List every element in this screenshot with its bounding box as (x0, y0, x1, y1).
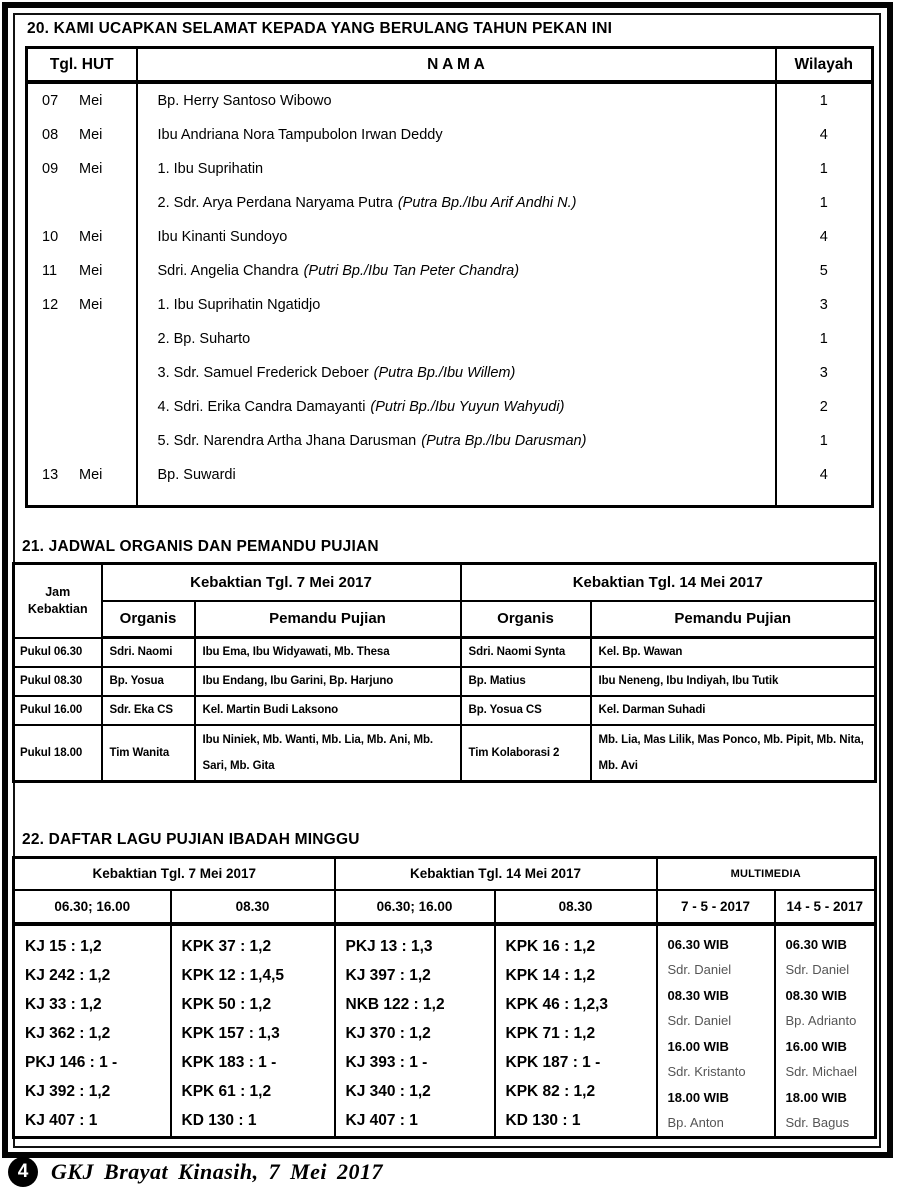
birthday-parent-note: (Putra Bp./Ibu Willem) (373, 365, 516, 381)
song-entry: KJ 340 : 1,2 (345, 1082, 431, 1100)
birthday-region-cell: 4 (776, 118, 873, 152)
song-entry: KJ 397 : 1,2 (345, 966, 431, 984)
section21-title: 21. JADWAL ORGANIS DAN PEMANDU PUJIAN (22, 538, 379, 555)
birthday-date-cell (27, 118, 137, 152)
page-footer (8, 1157, 383, 1187)
schedule-table-body (14, 638, 876, 782)
birthday-date-cell (27, 322, 137, 356)
birthday-date-cell (27, 356, 137, 390)
service-time-cell: Pukul 08.30 (14, 667, 102, 696)
song-entry: KJ 393 : 1 - (345, 1053, 428, 1071)
birthday-parent-note: (Putri Bp./Ibu Yuyun Wahyudi) (370, 399, 565, 415)
table-row (14, 696, 876, 725)
multimedia-operator: Sdr. Daniel (667, 962, 732, 977)
organis-7mei-cell: Tim Wanita (102, 725, 195, 782)
birthday-table-body (27, 82, 873, 492)
birthday-day: 12 (42, 297, 59, 313)
birthday-name: Bp. Herry Santoso Wibowo (157, 93, 332, 109)
song-entry: PKJ 146 : 1 - (25, 1053, 118, 1071)
song-entry: KPK 14 : 1,2 (505, 966, 596, 984)
multimedia-operator: Bp. Adrianto (785, 1013, 857, 1028)
birthday-table (25, 46, 874, 508)
organis-14mei-cell: Sdri. Naomi Synta (461, 638, 591, 667)
song-entry: KPK 46 : 1,2,3 (505, 995, 609, 1013)
song-entry: KPK 183 : 1 - (181, 1053, 277, 1071)
table-row (27, 118, 873, 152)
birthday-name: 4. Sdri. Erika Candra Damayanti (157, 399, 366, 415)
song-entry: KPK 12 : 1,4,5 (181, 966, 285, 984)
birthday-date-cell (27, 424, 137, 458)
song-entry: KPK 157 : 1,3 (181, 1024, 280, 1042)
col-header-service-7mei: Kebaktian Tgl. 7 Mei 2017 (102, 564, 461, 601)
birthday-region-cell: 1 (776, 82, 873, 118)
birthday-region-cell: 1 (776, 152, 873, 186)
song-entry: KPK 82 : 1,2 (505, 1082, 596, 1100)
birthday-name-cell (137, 288, 776, 322)
birthday-name-cell (137, 322, 776, 356)
table-row (27, 356, 873, 390)
birthday-region-cell: 1 (776, 322, 873, 356)
birthday-region-cell: 3 (776, 356, 873, 390)
col-header-0830-b: 08.30 (495, 890, 657, 924)
birthday-name: Bp. Suwardi (157, 467, 236, 483)
birthday-region-cell: 1 (776, 424, 873, 458)
col-header-0630-1600-b: 06.30; 16.00 (335, 890, 495, 924)
birthday-name-cell (137, 424, 776, 458)
col-header-tgl-hut: Tgl. HUT (27, 48, 137, 83)
birthday-region-cell: 5 (776, 254, 873, 288)
table-row (27, 288, 873, 322)
pemandu-7mei-cell: Ibu Ema, Ibu Widyawati, Mb. Thesa (195, 638, 461, 667)
song-entry: KD 130 : 1 (505, 1111, 581, 1129)
birthday-day: 08 (42, 127, 59, 143)
birthday-name-cell (137, 458, 776, 492)
table-spacer-row (27, 492, 873, 507)
song-entry: NKB 122 : 1,2 (345, 995, 445, 1013)
birthday-region-cell: 1 (776, 186, 873, 220)
song-list-14mei-0830 (495, 924, 657, 1138)
col-header-date-14-5: 14 - 5 - 2017 (775, 890, 876, 924)
footer-church-name: GKJ Brayat Kinasih, 7 Mei 2017 (51, 1159, 384, 1184)
table-row (27, 254, 873, 288)
organis-7mei-cell: Sdr. Eka CS (102, 696, 195, 725)
birthday-day: 10 (42, 229, 59, 245)
pemandu-14mei-cell: Kel. Darman Suhadi (591, 696, 876, 725)
birthday-name: 1. Ibu Suprihatin (157, 161, 264, 177)
birthday-name-cell (137, 254, 776, 288)
table-row (27, 82, 873, 118)
multimedia-time: 06.30 WIB (785, 936, 847, 952)
pemandu-14mei-cell: Ibu Neneng, Ibu Indiyah, Ibu Tutik (591, 667, 876, 696)
birthday-name: Sdri. Angelia Chandra (157, 263, 299, 279)
song-list-7mei-0830 (171, 924, 335, 1138)
birthday-name: 3. Sdr. Samuel Frederick Deboer (157, 365, 369, 381)
birthday-month: Mei (79, 93, 103, 109)
hymn-body-row (14, 924, 876, 1138)
col-header-wilayah: Wilayah (776, 48, 873, 83)
song-entry: KJ 242 : 1,2 (25, 966, 111, 984)
birthday-month: Mei (79, 127, 103, 143)
multimedia-operator: Sdr. Michael (785, 1064, 858, 1079)
schedule-header-row-1 (14, 564, 876, 601)
birthday-date-cell (27, 254, 137, 288)
table-row (27, 322, 873, 356)
col-header-organis-2: Organis (461, 601, 591, 638)
birthday-name-cell (137, 118, 776, 152)
birthday-date-cell (27, 458, 137, 492)
multimedia-operator: Sdr. Daniel (785, 962, 850, 977)
song-entry: KJ 407 : 1 (345, 1111, 418, 1129)
col-header-nama: N A M A (137, 48, 776, 83)
table-row (27, 424, 873, 458)
birthday-date-cell (27, 220, 137, 254)
song-entry: KJ 370 : 1,2 (345, 1024, 431, 1042)
section20-title: 20. KAMI UCAPKAN SELAMAT KEPADA YANG BERULANG TAHUN PEKAN INI (27, 20, 613, 37)
birthday-parent-note: (Putra Bp./Ibu Darusman) (421, 433, 587, 449)
organis-14mei-cell: Bp. Matius (461, 667, 591, 696)
song-entry: KJ 362 : 1,2 (25, 1024, 111, 1042)
song-entry: KPK 37 : 1,2 (181, 937, 272, 955)
schedule-header-row-2 (14, 601, 876, 638)
song-list-7mei-0630 (14, 924, 171, 1138)
song-entry: KPK 50 : 1,2 (181, 995, 272, 1013)
birthday-date-cell (27, 152, 137, 186)
birthday-name-cell (137, 82, 776, 118)
col-header-date-7-5: 7 - 5 - 2017 (657, 890, 775, 924)
birthday-month: Mei (79, 297, 103, 313)
pemandu-7mei-cell: Ibu Niniek, Mb. Wanti, Mb. Lia, Mb. Ani, Mb. Sari, Mb. Gita (195, 725, 461, 782)
song-entry: KJ 15 : 1,2 (25, 937, 102, 955)
birthday-parent-note: (Putri Bp./Ibu Tan Peter Chandra) (303, 263, 520, 279)
birthday-date-cell (27, 186, 137, 220)
col-header-organis-1: Organis (102, 601, 195, 638)
pemandu-14mei-cell: Kel. Bp. Wawan (591, 638, 876, 667)
col-header-kebaktian-14mei: Kebaktian Tgl. 14 Mei 2017 (335, 858, 657, 890)
song-entry: KJ 33 : 1,2 (25, 995, 102, 1013)
birthday-name: 5. Sdr. Narendra Artha Jhana Darusman (157, 433, 417, 449)
birthday-name-cell (137, 390, 776, 424)
pemandu-14mei-cell: Mb. Lia, Mas Lilik, Mas Ponco, Mb. Pipit, Mb. Nita, Mb. Avi (591, 725, 876, 782)
birthday-name: 2. Sdr. Arya Perdana Naryama Putra (157, 195, 393, 211)
song-list-14mei-0630 (335, 924, 495, 1138)
multimedia-operator: Sdr. Kristanto (667, 1064, 746, 1079)
table-row (27, 152, 873, 186)
birthday-name: Ibu Kinanti Sundoyo (157, 229, 288, 245)
pemandu-7mei-cell: Kel. Martin Budi Laksono (195, 696, 461, 725)
col-header-multimedia: MULTIMEDIA (657, 858, 876, 890)
organis-7mei-cell: Sdri. Naomi (102, 638, 195, 667)
birthday-header-row (27, 48, 873, 83)
song-entry: PKJ 13 : 1,3 (345, 937, 433, 955)
birthday-region-cell: 3 (776, 288, 873, 322)
service-time-cell: Pukul 18.00 (14, 725, 102, 782)
song-entry: KJ 407 : 1 (25, 1111, 98, 1129)
multimedia-operator: Bp. Anton (667, 1115, 724, 1130)
birthday-region-cell: 2 (776, 390, 873, 424)
song-entry: KJ 392 : 1,2 (25, 1082, 111, 1100)
col-header-jam-kebaktian: Jam Kebaktian (14, 564, 102, 638)
multimedia-list-14mei (775, 924, 876, 1138)
song-entry: KPK 16 : 1,2 (505, 937, 596, 955)
multimedia-operator: Sdr. Bagus (785, 1115, 850, 1130)
hymn-list-table (12, 856, 877, 1139)
multimedia-time: 18.00 WIB (785, 1089, 847, 1105)
table-row (14, 725, 876, 782)
birthday-name-cell (137, 152, 776, 186)
birthday-name: Ibu Andriana Nora Tampubolon Irwan Deddy (157, 127, 443, 143)
birthday-month: Mei (79, 467, 103, 483)
birthday-month: Mei (79, 161, 103, 177)
organis-14mei-cell: Tim Kolaborasi 2 (461, 725, 591, 782)
hymn-header-row-2 (14, 890, 876, 924)
birthday-name-cell (137, 220, 776, 254)
service-time-cell: Pukul 16.00 (14, 696, 102, 725)
song-entry: KPK 61 : 1,2 (181, 1082, 272, 1100)
birthday-name: 2. Bp. Suharto (157, 331, 251, 347)
multimedia-time: 08.30 WIB (785, 987, 847, 1003)
birthday-region-cell: 4 (776, 220, 873, 254)
multimedia-time: 18.00 WIB (667, 1089, 729, 1105)
multimedia-time: 08.30 WIB (667, 987, 729, 1003)
birthday-name: 1. Ibu Suprihatin Ngatidjo (157, 297, 321, 313)
song-entry: KPK 187 : 1 - (505, 1053, 601, 1071)
song-entry: KPK 71 : 1,2 (505, 1024, 596, 1042)
service-time-cell: Pukul 06.30 (14, 638, 102, 667)
birthday-name-cell (137, 356, 776, 390)
table-row (27, 390, 873, 424)
organis-7mei-cell: Bp. Yosua (102, 667, 195, 696)
table-row (14, 667, 876, 696)
multimedia-time: 06.30 WIB (667, 936, 729, 952)
col-header-service-14mei: Kebaktian Tgl. 14 Mei 2017 (461, 564, 876, 601)
col-header-kebaktian-7mei: Kebaktian Tgl. 7 Mei 2017 (14, 858, 335, 890)
table-row (27, 458, 873, 492)
organis-14mei-cell: Bp. Yosua CS (461, 696, 591, 725)
birthday-day: 13 (42, 467, 59, 483)
multimedia-list-7mei (657, 924, 775, 1138)
birthday-date-cell (27, 288, 137, 322)
birthday-month: Mei (79, 229, 103, 245)
birthday-day: 09 (42, 161, 59, 177)
birthday-month: Mei (79, 263, 103, 279)
hymn-header-row-1 (14, 858, 876, 890)
birthday-day: 07 (42, 93, 59, 109)
col-header-pemandu-2: Pemandu Pujian (591, 601, 876, 638)
birthday-day: 11 (42, 263, 58, 279)
col-header-pemandu-1: Pemandu Pujian (195, 601, 461, 638)
multimedia-operator: Sdr. Daniel (667, 1013, 732, 1028)
organist-schedule-table (12, 562, 877, 783)
section22-title: 22. DAFTAR LAGU PUJIAN IBADAH MINGGU (22, 831, 360, 848)
birthday-name-cell (137, 186, 776, 220)
page-number-badge: 4 (8, 1157, 38, 1187)
col-header-0630-1600-a: 06.30; 16.00 (14, 890, 171, 924)
birthday-region-cell: 4 (776, 458, 873, 492)
table-row (27, 186, 873, 220)
pemandu-7mei-cell: Ibu Endang, Ibu Garini, Bp. Harjuno (195, 667, 461, 696)
multimedia-time: 16.00 WIB (785, 1038, 847, 1054)
song-entry: KD 130 : 1 (181, 1111, 257, 1129)
table-row (14, 638, 876, 667)
birthday-date-cell (27, 82, 137, 118)
table-row (27, 220, 873, 254)
multimedia-time: 16.00 WIB (667, 1038, 729, 1054)
birthday-date-cell (27, 390, 137, 424)
col-header-0830-a: 08.30 (171, 890, 335, 924)
birthday-parent-note: (Putra Bp./Ibu Arif Andhi N.) (397, 195, 577, 211)
